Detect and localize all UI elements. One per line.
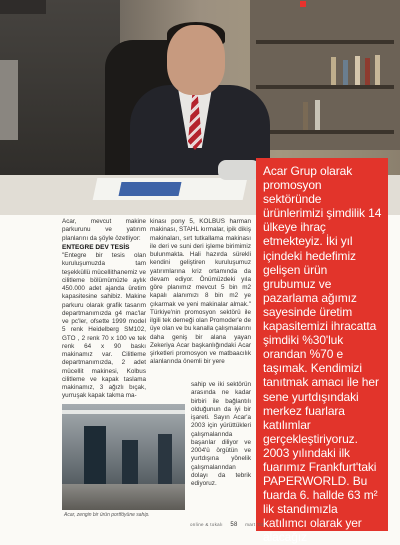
pull-quote-box [256, 158, 388, 545]
pull-quote-text: Acar Grup olarak promosyon sektöründe ürünlerimizi şimdilik 14 ülkeye ihraç etmekteyiz. İki yıl içindeki hedefimiz gelişen ürün grubumuz ve pazarlama ağımız sayesinde üretim kapasitemizi ihracatta şimdiki %30'luk orandan %70 e taşımak. Kendimizi tanıtmak amacı ile her sene yurtdışındaki merkez fuarlara katılımlar gerçekleştiriyoruz. 2003 yılındaki ilk fuarımız Frankfurt'taki PAPERWORLD. Bu fuarda 6. hallde 63 m² lik standımızla katılımcı olarak yer alacağız [263, 164, 382, 545]
factory-photo [62, 404, 185, 510]
body-paragraph-3: sahip ve iki sektörün arasında ne kadar birbiri ile bağlantılı olduğunun da iyi bir işareti. Sayın Acar'a 2003 için yürüttükleri çalışmalarında başarılar diliyor ve 2004'ü örgütün ve yurtdışına yönelik çalışmalarından dolayı da tebrik ediyoruz. [191, 381, 251, 487]
text-column-3 [191, 381, 251, 488]
section-subhead: ENTEGRE DEV TESİS [62, 243, 130, 251]
body-paragraph-2: kinası pony 5, KOLBUS harman makinası, STAHL kırmalar, ipik dikiş makinaları, sırt tutkallama makinası ile deri ve suni deri işleme birimimiz bulunmakta. Hali hazırda sürekli kendini geliştiren kuruluşumuz yatırımlarına kriz ortamında da devam ediyor. Önümüzdeki yıla göre planımız mevcut 5 bin m2 kapalı alanımızı 8 bin m2 ye çıkarmak ve yeni makinalar almak." Türkiye'nin promosyon sektörü ile ilgili tek derneği olan Promoder'e de üye olan ve bu kanalla çalışmalarını daha geniş bir alana yayan Zekeriya Acar başkanlığındaki Acar şirketleri promosyon ve matbaacılık alanlarında önemli bir yere [150, 218, 251, 366]
page-number: 58 [230, 522, 238, 528]
intro-paragraph: Acar, mevcut makine parkurunu ve yatırım planlarını da şöyle özetliyor: [62, 218, 146, 242]
footer-magazine: online & tokalı [190, 522, 223, 527]
page-footer [190, 522, 264, 528]
text-column-1 [62, 218, 146, 401]
text-column-2 [150, 218, 251, 367]
body-paragraph-1: "Entegre bir tesis olan kuruluşumuzda tam teşekküllü mücellithanemiz ve cilitleme bölümümüzle aylık 450.000 adet ajanda üretim kapasitesine sahibiz. Makine parkuru olarak grafik tasarım departmanımızda g4 mac'lar ve pc'ler, ofsette 1999 model 5 renk Heidelberg SM102, GTO , 2 renk 70 x 100 ve tek renk 64 x 90 baskı makinamız var. Cilitleme departmanımızda, 2 adet mücellit makinesi, Kolbus cilitleme ve kapak taslama makinamız, 3 ağızlı bıçak, yurruşak kapak takma ma- [62, 252, 146, 400]
photo-caption: Acar, zengin bir ürün portföyüne sahip. [64, 512, 150, 518]
footer-issue: mart '03 [245, 522, 264, 527]
